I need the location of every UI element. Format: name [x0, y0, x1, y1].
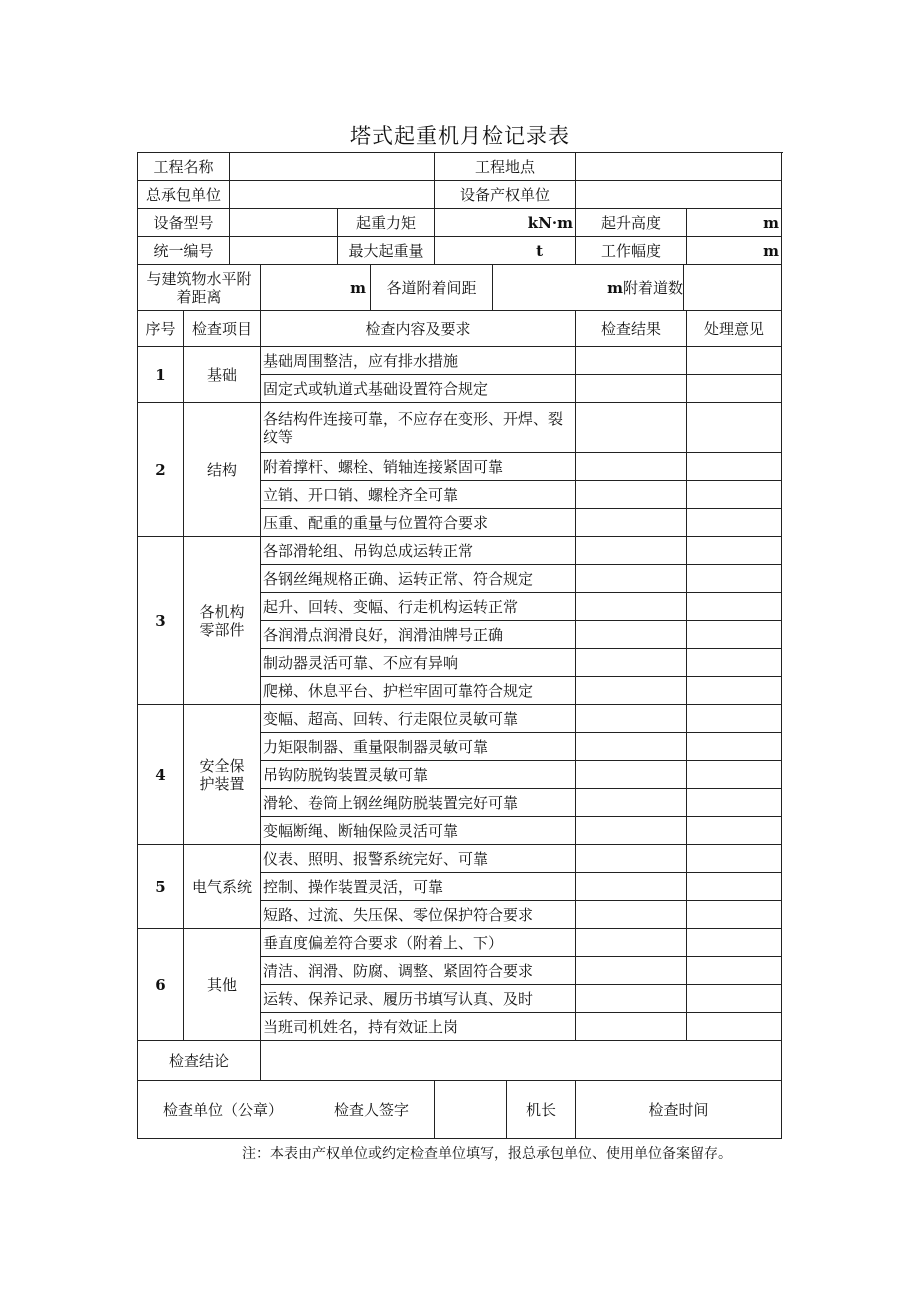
col-result: 检查结果: [576, 311, 687, 347]
check-content: 短路、过流、失压保、零位保护符合要求: [261, 901, 576, 929]
check-content: 固定式或轨道式基础设置符合规定: [261, 375, 576, 403]
opinion-cell[interactable]: [687, 817, 782, 845]
check-content: 仪表、照明、报警系统完好、可靠: [261, 845, 576, 873]
opinion-cell[interactable]: [687, 873, 782, 901]
opinion-cell[interactable]: [687, 649, 782, 677]
group-name: 电气系统: [184, 845, 261, 929]
opinion-cell[interactable]: [687, 845, 782, 873]
check-result-cell[interactable]: [576, 817, 687, 845]
check-result-cell[interactable]: [576, 845, 687, 873]
check-content: 基础周围整洁，应有排水措施: [261, 347, 576, 375]
table-row: [261, 901, 782, 929]
opinion-cell[interactable]: [687, 901, 782, 929]
opinion-cell[interactable]: [687, 733, 782, 761]
attach-count-label: 附着道数: [622, 278, 683, 297]
equipment-owner-label: 设备产权单位: [435, 181, 576, 209]
group-no: 4: [138, 705, 184, 845]
inspect-time-label: 检查时间: [576, 1081, 782, 1139]
table-row: [261, 705, 782, 733]
working-range-label: 工作幅度: [576, 237, 687, 265]
opinion-cell[interactable]: [687, 705, 782, 733]
table-row: [261, 565, 782, 593]
opinion-cell[interactable]: [687, 481, 782, 509]
table-row: [261, 347, 782, 375]
check-content: 各润滑点润滑良好，润滑油牌号正确: [261, 621, 576, 649]
check-result-cell[interactable]: [576, 1013, 687, 1041]
conclusion-field[interactable]: [261, 1041, 782, 1081]
header-row-contractor: [138, 181, 783, 209]
opinion-cell[interactable]: [687, 985, 782, 1013]
table-row: [261, 817, 782, 845]
col-content: 检查内容及要求: [261, 311, 576, 347]
check-content: 垂直度偏差符合要求（附着上、下）: [261, 929, 576, 957]
group-name: 基础: [184, 347, 261, 403]
lifting-height-label: 起升高度: [576, 209, 687, 237]
check-content: 各钢丝绳规格正确、运转正常、符合规定: [261, 565, 576, 593]
lifting-height-field[interactable]: [687, 209, 782, 237]
opinion-cell[interactable]: [687, 537, 782, 565]
table-row: [261, 509, 782, 537]
check-result-cell[interactable]: [576, 403, 687, 453]
table-row: [261, 957, 782, 985]
check-content: 起升、回转、变幅、行走机构运转正常: [261, 593, 576, 621]
check-content: 清洁、润滑、防腐、调整、紧固符合要求: [261, 957, 576, 985]
attach-distance-unit: m: [350, 278, 366, 297]
inspection-table: [137, 152, 783, 1139]
check-content: 运转、保养记录、履历书填写认真、及时: [261, 985, 576, 1013]
opinion-cell[interactable]: [687, 957, 782, 985]
attach-spacing-label: 各道附着间距: [371, 265, 493, 311]
table-row: [261, 1013, 782, 1041]
group-foundation: [138, 347, 783, 403]
table-row: [261, 985, 782, 1013]
lifting-moment-field[interactable]: [435, 209, 576, 237]
col-opinion: 处理意见: [687, 311, 782, 347]
max-load-unit: t: [536, 241, 543, 260]
group-no: 2: [138, 403, 184, 537]
opinion-cell[interactable]: [687, 929, 782, 957]
check-result-cell[interactable]: [576, 375, 687, 403]
max-load-label: 最大起重量: [338, 237, 435, 265]
group-electrical: [138, 845, 783, 929]
lifting-moment-unit: kN·m: [527, 213, 573, 232]
group-safety-devices: [138, 705, 783, 845]
check-result-cell[interactable]: [576, 705, 687, 733]
check-content: 压重、配重的重量与位置符合要求: [261, 509, 576, 537]
check-result-cell[interactable]: [576, 789, 687, 817]
group-name: 结构: [184, 403, 261, 537]
check-content: 变幅断绳、断轴保险灵活可靠: [261, 817, 576, 845]
group-name: 其他: [184, 929, 261, 1041]
attach-spacing-unit: m: [607, 278, 623, 297]
table-row: [261, 929, 782, 957]
table-row: [261, 403, 782, 453]
check-result-cell[interactable]: [576, 453, 687, 481]
check-content: 吊钩防脱钩装置灵敏可靠: [261, 761, 576, 789]
equipment-model-field[interactable]: [230, 209, 338, 237]
check-content: 控制、操作装置灵活，可靠: [261, 873, 576, 901]
check-result-cell[interactable]: [576, 565, 687, 593]
attach-distance-label: 与建筑物水平附着距离: [138, 265, 261, 311]
opinion-cell[interactable]: [687, 375, 782, 403]
attach-distance-field[interactable]: [261, 265, 371, 311]
check-result-cell[interactable]: [576, 733, 687, 761]
check-content: 力矩限制器、重量限制器灵敏可靠: [261, 733, 576, 761]
unified-number-label: 统一编号: [138, 237, 230, 265]
table-row: [261, 873, 782, 901]
equipment-model-label: 设备型号: [138, 209, 230, 237]
table-row: [261, 621, 782, 649]
table-row: [261, 537, 782, 565]
signature-row: [138, 1081, 783, 1139]
check-content: 立销、开口销、螺栓齐全可靠: [261, 481, 576, 509]
attach-count-field[interactable]: [684, 265, 782, 311]
group-no: 3: [138, 537, 184, 705]
check-content: 爬梯、休息平台、护栏牢固可靠符合规定: [261, 677, 576, 705]
working-range-field[interactable]: [687, 237, 782, 265]
check-content: 制动器灵活可靠、不应有异响: [261, 649, 576, 677]
project-name-field[interactable]: [230, 153, 435, 181]
inspect-unit-label: 检查单位（公章）: [163, 1100, 284, 1119]
opinion-cell[interactable]: [687, 509, 782, 537]
general-contractor-label: 总承包单位: [138, 181, 230, 209]
conclusion-row: [138, 1041, 783, 1081]
check-result-cell[interactable]: [576, 761, 687, 789]
group-mechanism-parts: [138, 537, 783, 705]
project-name-label: 工程名称: [138, 153, 230, 181]
header-row-project: [138, 153, 783, 181]
group-structure: [138, 403, 783, 537]
lifting-height-unit: m: [763, 213, 779, 232]
inspect-unit-cell[interactable]: [138, 1081, 435, 1139]
lifting-moment-label: 起重力矩: [338, 209, 435, 237]
check-content: 变幅、超高、回转、行走限位灵敏可靠: [261, 705, 576, 733]
opinion-cell[interactable]: [687, 347, 782, 375]
check-result-cell[interactable]: [576, 621, 687, 649]
check-result-cell[interactable]: [576, 537, 687, 565]
page-title: 塔式起重机月检记录表: [350, 124, 570, 148]
opinion-cell[interactable]: [687, 789, 782, 817]
header-row-number: [138, 237, 783, 265]
opinion-cell[interactable]: [687, 621, 782, 649]
check-result-cell[interactable]: [576, 929, 687, 957]
unified-number-field[interactable]: [230, 237, 338, 265]
group-no: 5: [138, 845, 184, 929]
opinion-cell[interactable]: [687, 761, 782, 789]
general-contractor-field[interactable]: [230, 181, 435, 209]
opinion-cell[interactable]: [687, 1013, 782, 1041]
header-row-attach: [138, 265, 783, 311]
equipment-owner-field[interactable]: [576, 181, 782, 209]
table-row: [261, 375, 782, 403]
check-result-cell[interactable]: [576, 677, 687, 705]
check-result-cell[interactable]: [576, 649, 687, 677]
project-location-field[interactable]: [576, 153, 782, 181]
check-result-cell[interactable]: [576, 985, 687, 1013]
max-load-field[interactable]: [435, 237, 576, 265]
captain-label: 机长: [507, 1081, 576, 1139]
group-other: [138, 929, 783, 1041]
opinion-cell[interactable]: [687, 453, 782, 481]
check-content: 滑轮、卷筒上钢丝绳防脱装置完好可靠: [261, 789, 576, 817]
opinion-cell[interactable]: [687, 403, 782, 453]
group-no: 1: [138, 347, 184, 403]
check-content: 附着撑杆、螺栓、销轴连接紧固可靠: [261, 453, 576, 481]
column-header-row: [138, 311, 783, 347]
col-item: 检查项目: [184, 311, 261, 347]
table-row: [261, 789, 782, 817]
table-row: [261, 453, 782, 481]
inspector-sign-label: 检查人签字: [333, 1100, 409, 1119]
check-result-cell[interactable]: [576, 481, 687, 509]
opinion-cell[interactable]: [687, 593, 782, 621]
check-content: 各部滑轮组、吊钩总成运转正常: [261, 537, 576, 565]
conclusion-label: 检查结论: [138, 1041, 261, 1081]
check-result-cell[interactable]: [576, 593, 687, 621]
table-row: [261, 761, 782, 789]
check-content: 各结构件连接可靠，不应存在变形、开焊、裂纹等: [261, 403, 576, 453]
table-row: [261, 593, 782, 621]
table-row: [261, 733, 782, 761]
check-result-cell[interactable]: [576, 957, 687, 985]
table-row: [261, 677, 782, 705]
attach-spacing-field[interactable]: [493, 265, 684, 311]
group-no: 6: [138, 929, 184, 1041]
check-result-cell[interactable]: [576, 901, 687, 929]
check-result-cell[interactable]: [576, 873, 687, 901]
project-location-label: 工程地点: [435, 153, 576, 181]
table-row: [261, 481, 782, 509]
footnote: 注：本表由产权单位或约定检查单位填写，报总承包单位、使用单位备案留存。: [242, 1146, 732, 1162]
check-result-cell[interactable]: [576, 509, 687, 537]
opinion-cell[interactable]: [687, 677, 782, 705]
working-range-unit: m: [763, 241, 779, 260]
opinion-cell[interactable]: [687, 565, 782, 593]
table-row: [261, 649, 782, 677]
inspector-sign-field[interactable]: [435, 1081, 507, 1139]
group-name: 安全保护装置: [184, 705, 261, 845]
check-content: 当班司机姓名，持有效证上岗: [261, 1013, 576, 1041]
header-row-model: [138, 209, 783, 237]
col-no: 序号: [138, 311, 184, 347]
table-row: [261, 845, 782, 873]
group-name: 各机构零部件: [184, 537, 261, 705]
check-result-cell[interactable]: [576, 347, 687, 375]
